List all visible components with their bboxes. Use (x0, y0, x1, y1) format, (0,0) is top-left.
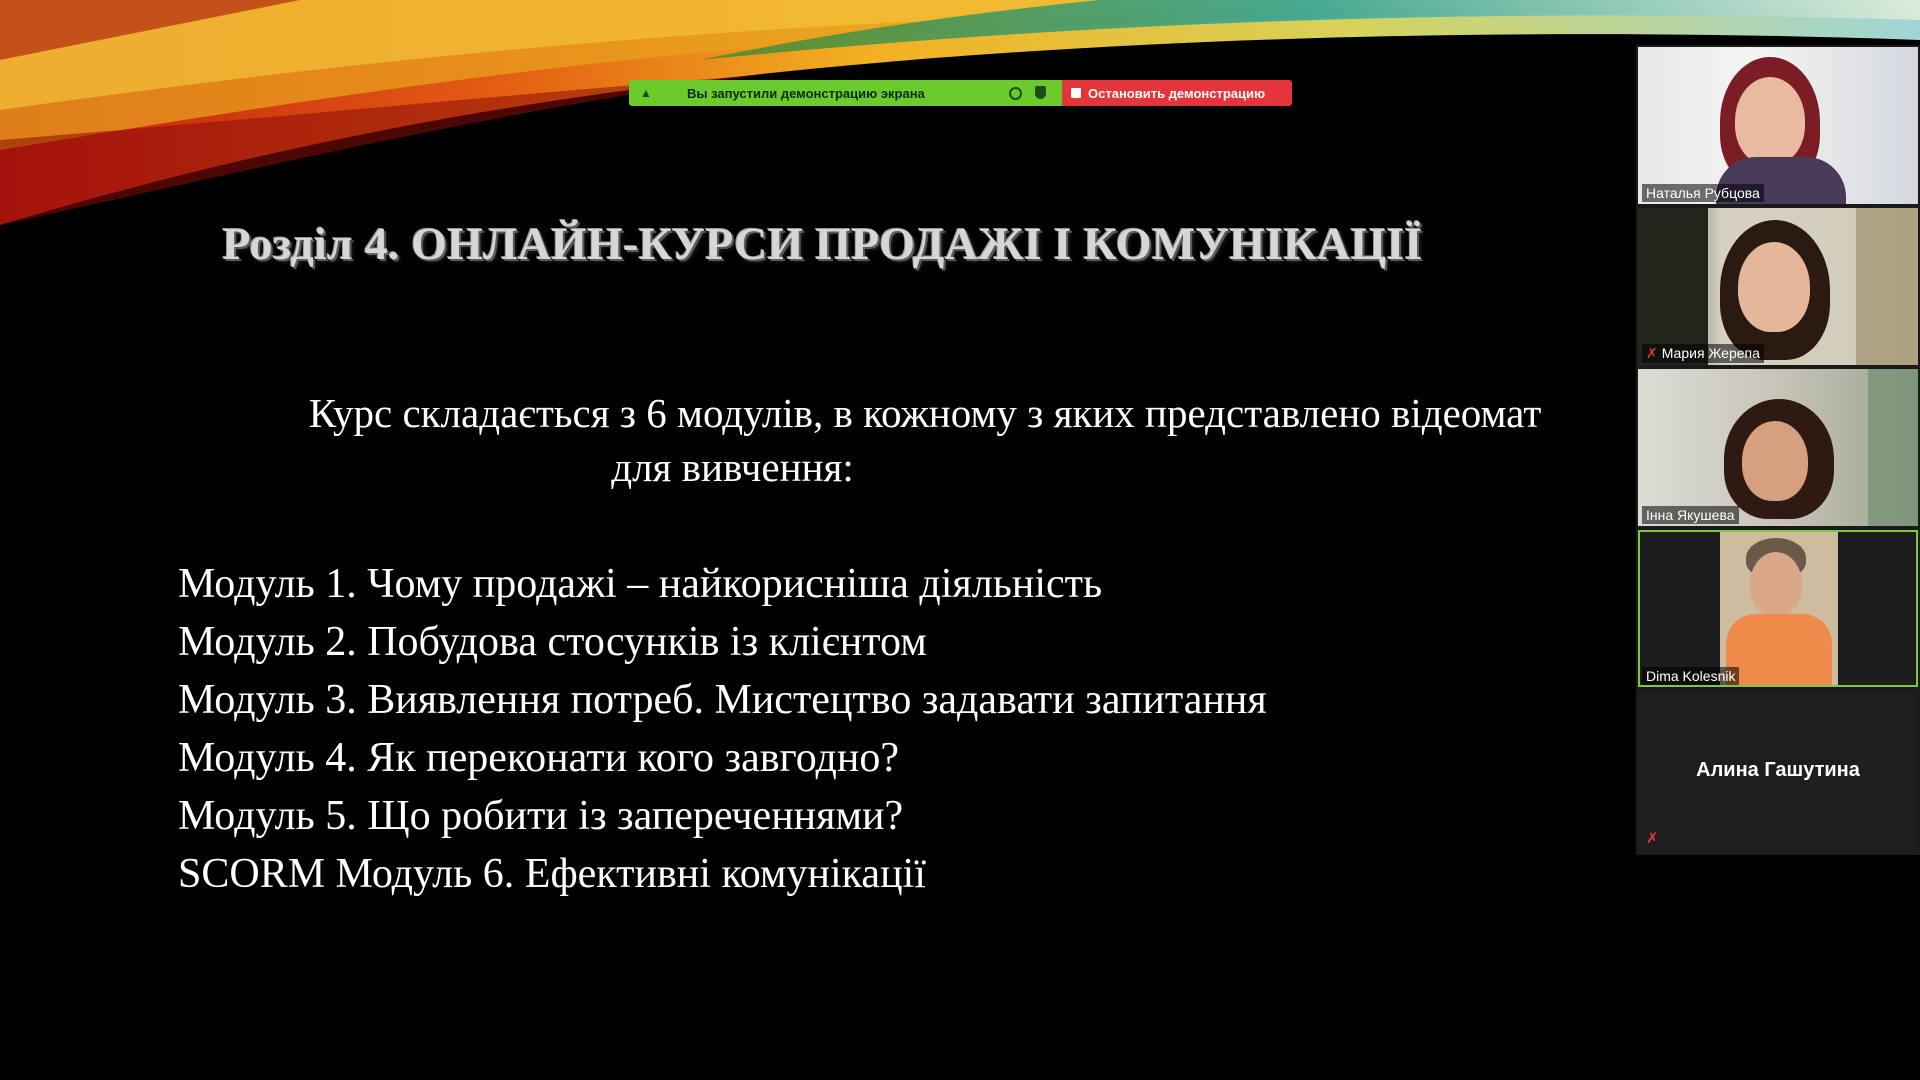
participant-name: Інна Якушева (1642, 506, 1739, 524)
module-list (178, 555, 1267, 903)
share-status-panel[interactable] (629, 80, 1062, 106)
module-item: SCORM Модуль 6. Ефективні комунікації (178, 851, 926, 897)
participant-tile[interactable] (1638, 47, 1918, 204)
participant-tile[interactable] (1638, 369, 1918, 526)
share-status-text: Вы запустили демонстрацию экрана (687, 85, 925, 101)
shield-icon[interactable] (1035, 86, 1046, 99)
stop-share-button[interactable] (1062, 80, 1292, 106)
participants-panel (1636, 45, 1920, 855)
module-item: Модуль 4. Як переконати кого завгодно? (178, 735, 900, 781)
participant-tile-active[interactable] (1638, 530, 1918, 687)
screen-share-bar (629, 80, 1292, 106)
muted-mic-icon: ✗ (1646, 345, 1658, 361)
muted-mic-icon: ✗ (1646, 830, 1659, 847)
stop-share-label: Остановить демонстрацию (1088, 85, 1266, 101)
slide-intro-line2: для вивчення: (611, 444, 854, 490)
participant-name: Мария Жерепа (1661, 345, 1760, 361)
participant-tile[interactable] (1638, 208, 1918, 365)
record-icon[interactable] (1009, 87, 1022, 100)
drag-handle-icon[interactable]: ▲ (640, 86, 652, 100)
module-item: Модуль 2. Побудова стосунків із клієнтом (178, 619, 927, 665)
participant-name: Наталья Рубцова (1642, 184, 1764, 202)
participant-video (1638, 208, 1918, 365)
slide-background-swoosh (0, 0, 1920, 240)
slide-title: Розділ 4. ОНЛАЙН-КУРСИ ПРОДАЖІ І КОМУНІКАЦІЇ (222, 218, 1423, 269)
participant-name: Dima Kolesnik (1642, 667, 1739, 685)
module-item: Модуль 3. Виявлення потреб. Мистецтво задавати запитання (178, 677, 1267, 723)
module-item: Модуль 1. Чому продажі – найкорисніша діяльність (178, 561, 1103, 607)
participant-name-label (1642, 344, 1764, 363)
stop-icon (1071, 88, 1081, 98)
participant-tile[interactable] (1638, 691, 1918, 853)
participant-video (1638, 47, 1918, 204)
participant-name-center: Алина Гашутина (1696, 759, 1860, 781)
slide-intro-line1: Курс складається з 6 модулів, в кожному з яких представлено відеомат (308, 390, 1542, 436)
module-item: Модуль 5. Що робити із запереченнями? (178, 793, 904, 839)
participant-video (1720, 532, 1838, 685)
participant-video (1638, 369, 1918, 526)
